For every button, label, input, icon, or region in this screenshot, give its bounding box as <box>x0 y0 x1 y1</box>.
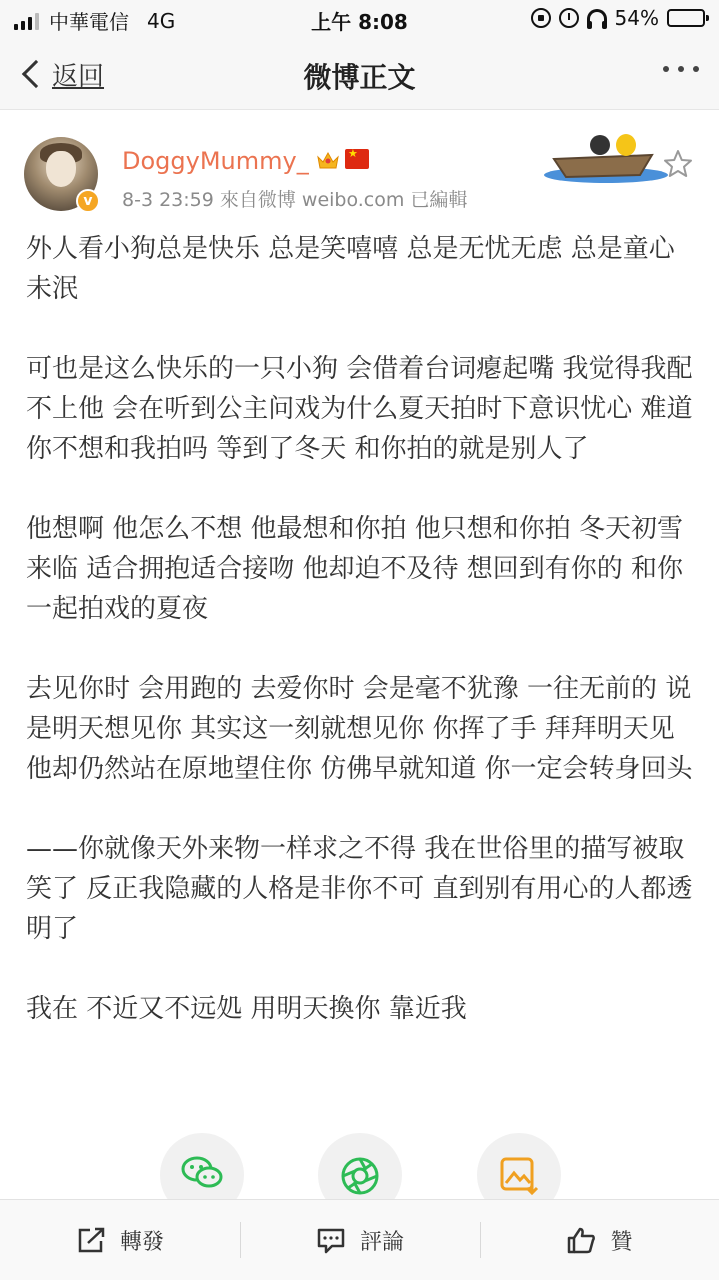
more-dot-icon <box>693 66 699 72</box>
post-body <box>26 229 698 1069</box>
post-paragraph: ——你就像天外来物一样求之不得 我在世俗里的描写被取笑了 反正我隐藏的人格是非你不可 直到别有用心的人都透明了 <box>26 834 693 944</box>
more-dot-icon <box>678 66 684 72</box>
moments-icon <box>339 1155 381 1197</box>
nav-bar <box>0 38 719 110</box>
more-dot-icon <box>663 66 669 72</box>
battery-icon <box>667 9 705 27</box>
back-button[interactable] <box>18 52 104 96</box>
repost-label: 轉發 <box>119 1229 164 1255</box>
username-link[interactable]: DoggyMummy_ <box>122 147 309 175</box>
comment-icon <box>316 1226 346 1254</box>
more-options-button[interactable] <box>663 66 699 72</box>
status-time: 上午 8:08 <box>311 10 408 34</box>
chevron-left-icon <box>22 60 50 88</box>
status-right <box>531 6 705 30</box>
like-button[interactable] <box>480 1200 719 1280</box>
boat-decoration-icon <box>540 131 670 187</box>
repost-button[interactable] <box>0 1200 240 1280</box>
favorite-star-icon[interactable] <box>663 149 693 179</box>
back-label: 返回 <box>52 61 105 92</box>
carrier-name: 中華電信 <box>49 10 129 34</box>
bottom-toolbar <box>0 1199 719 1280</box>
post-meta: 8-3 23:59 來自微博 weibo.com 已編輯 <box>122 189 468 211</box>
post-paragraph: 我在 不近又不远処 用明天換你 靠近我 <box>26 994 467 1024</box>
comment-label: 評論 <box>359 1229 404 1255</box>
wechat-icon <box>181 1155 223 1191</box>
repost-icon <box>76 1226 106 1254</box>
post-paragraph: 去见你时 会用跑的 去爱你时 会是毫不犹豫 一往无前的 说是明天想见你 其实这一刻就想见你 你挥了手 拜拜明天见 他却仍然站在原地望住你 仿佛早就知道 你一定会转身回头 <box>26 674 693 784</box>
like-label: 贊 <box>610 1229 633 1255</box>
post-header <box>0 111 719 221</box>
rotation-lock-icon <box>531 8 551 28</box>
thumbs-up-icon <box>566 1226 596 1254</box>
share-row <box>0 1133 719 1199</box>
save-image-icon <box>498 1155 540 1197</box>
crown-icon <box>316 149 340 171</box>
verified-badge-icon: v <box>76 189 100 213</box>
avatar-face <box>46 151 76 187</box>
post-paragraph: 外人看小狗总是快乐 总是笑嘻嘻 总是无忧无虑 总是童心未泯 <box>26 234 675 304</box>
headphones-icon <box>587 9 607 27</box>
page-title: 微博正文 <box>303 61 416 94</box>
post-paragraph: 可也是这么快乐的一只小狗 会借着台词瘪起嘴 我觉得我配不上他 会在听到公主问戏为什么夏天拍时下意识忧心 难道你不想和我拍吗 等到了冬天 和你拍的就是别人了 <box>26 354 693 464</box>
china-flag-icon <box>345 149 369 169</box>
status-bar <box>0 0 719 38</box>
comment-button[interactable] <box>240 1200 480 1280</box>
post-paragraph: 他想啊 他怎么不想 他最想和你拍 他只想和你拍 冬天初雪来临 适合拥抱适合接吻 他却迫不及待 想回到有你的 和你一起拍戏的夏夜 <box>26 514 684 624</box>
alarm-icon <box>559 8 579 28</box>
battery-percent: 54% <box>614 6 659 30</box>
network-type: 4G <box>147 8 176 33</box>
